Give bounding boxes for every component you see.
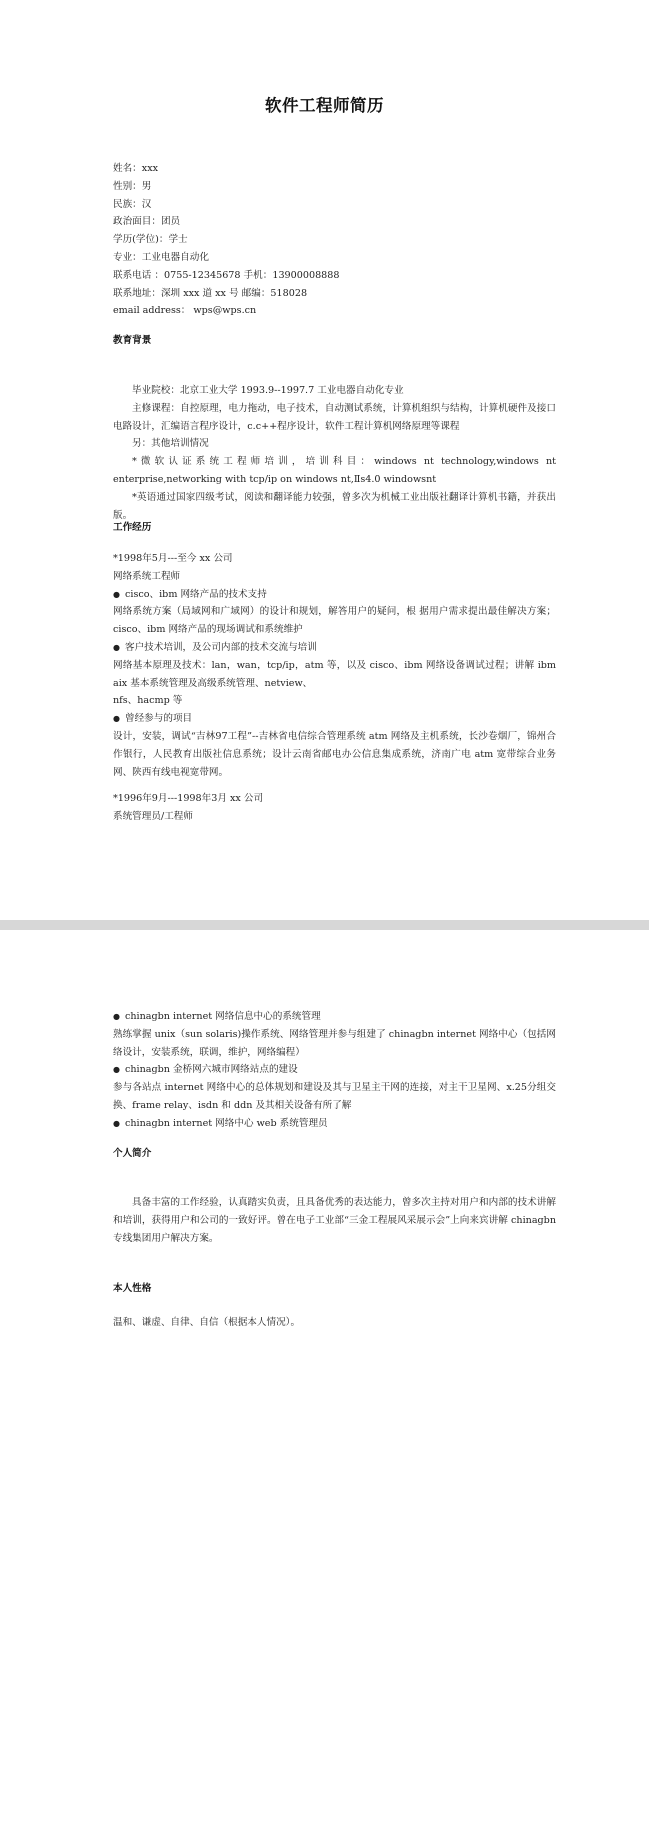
education-heading: 教育背景: [113, 335, 152, 346]
profile-section: [113, 1194, 556, 1247]
bullet-dot-icon: ●: [113, 714, 120, 724]
bullet-dot-icon: ●: [113, 1065, 120, 1075]
personal-address: 联系地址：深圳 xxx 道 xx 号 邮编：518028: [113, 287, 308, 299]
personal-info: [113, 160, 556, 320]
page-separator: [0, 920, 649, 930]
education-english: *英语通过国家四级考试，阅读和翻译能力较强，曾多次为机械工业出版社翻译计算机书籍，并获出版。: [113, 491, 556, 521]
bullet-dot-icon: ●: [113, 1012, 120, 1021]
personal-major: 专业：工业电器自动化: [113, 251, 209, 263]
job2-role: 系统管理员/工程师: [113, 810, 193, 822]
job1-bullet-2: ● 客户技术培训，及公司内部的技术交流与培训: [113, 639, 556, 657]
job1-desc-3: 设计，安装，调试“吉林97工程”--吉林省电信综合管理系统 atm 网络及主机系统，长沙卷烟厂，锦州合作银行，人民教育出版社信息系统；设计云南省邮电办公信息集成系统，济南广电 atm 宽带综合业务网、陕西有线电视宽带网。: [113, 730, 556, 778]
work-job-1: [113, 550, 556, 781]
job2-bullet-2: ● chinagbn 金桥网六城市网络站点的建设: [113, 1061, 556, 1079]
bullet-dot-icon: ●: [113, 1118, 120, 1128]
education-other: 另：其他培训情况: [132, 438, 209, 450]
job1-period: *1998年5月---至今 xx 公司: [113, 553, 233, 564]
job2-desc-2: 参与各站点 internet 网络中心的总体规划和建设及其与卫星主干网的连接，对主干卫星网、x.25分组交换、frame relay、isdn 和 ddn 及其相关设备有所了解: [113, 1082, 556, 1111]
personal-phone: 联系电话 ：0755-12345678 手机：13900008888: [113, 269, 340, 281]
job2-bullet-1: ● chinagbn internet 网络信息中心的系统管理: [113, 1008, 556, 1026]
job1-role: 网络系统工程师: [113, 570, 181, 582]
education-school: 毕业院校：北京工业大学 1993.9--1997.7 工业电器自动化专业: [132, 385, 404, 396]
job2-desc-1: 熟练掌握 unix（sun solaris)操作系统、网络管理并参与组建了 chinagbn internet 网络中心（包括网络设计，安装系统，联调，维护，网络编程）: [113, 1028, 556, 1058]
job2-period: *1996年9月---1998年3月 xx 公司: [113, 793, 264, 804]
work-job-2-header: [113, 790, 556, 826]
character-heading: 本人性格: [113, 1283, 152, 1294]
work-heading: 工作经历: [113, 522, 152, 533]
bullet-dot-icon: ●: [113, 642, 120, 652]
character-text: 温和、谦虚、自律、自信（根据本人情况）。: [113, 1317, 301, 1328]
personal-gender: 性别：男: [113, 180, 152, 192]
document-page-1: [0, 0, 649, 920]
document-page-2: [0, 930, 649, 1848]
job1-bullet-1: ● cisco、ibm 网络产品的技术支持: [113, 586, 556, 604]
work-job-2-details: [113, 1008, 556, 1133]
job1-desc-2b: nfs、hacmp 等: [113, 695, 183, 707]
bullet-dot-icon: ●: [113, 589, 120, 599]
profile-heading: 个人简介: [113, 1148, 152, 1159]
personal-email: email address： wps@wps.cn: [113, 305, 257, 317]
personal-degree: 学历(学位)：学士: [113, 234, 188, 246]
job1-bullet-3: ● 曾经参与的项目: [113, 710, 556, 728]
profile-text: 具备丰富的工作经验，认真踏实负责，且具备优秀的表达能力，曾多次主持对用户和内部的技术讲解和培训，获得用户和公司的一致好评。曾在电子工业部“三金工程展风采展示会”上向来宾讲解 chinagbn 专线集团用户解决方案。: [113, 1197, 556, 1244]
education-section: [113, 382, 556, 524]
job1-desc-1: 网络系统方案（局域网和广域网）的设计和规划，解答用户的疑问，根 据用户需求提出最佳解决方案；cisco、ibm 网络产品的现场调试和系统维护: [113, 606, 556, 636]
character-section: [113, 1314, 556, 1332]
resume-title: 软件工程师简历: [265, 96, 384, 115]
personal-name: 姓名：xxx: [113, 163, 159, 174]
job2-bullet-3: ● chinagbn internet 网络中心 web 系统管理员: [113, 1115, 556, 1133]
personal-ethnicity: 民族：汉: [113, 198, 152, 210]
personal-political-status: 政治面目：团员: [113, 216, 181, 228]
job1-desc-2: 网络基本原理及技术：lan，wan，tcp/ip，atm 等，以及 cisco、ibm 网络设备调试过程；讲解 ibm aix 基本系统管理及高级系统管理、netview、: [113, 659, 556, 689]
education-courses: 主修课程：自控原理，电力拖动，电子技术，自动测试系统，计算机组织与结构，计算机硬件及接口电路设计，汇编语言程序设计，c.c++程序设计，软件工程计算机网络原理等课程: [113, 402, 556, 432]
education-cert: *微软认证系统工程师培训，培训科目：windows nt technology,windows nt enterprise,networking with tcp/ip on windows nt,Ⅱs4.0 windowsnt: [113, 456, 556, 485]
